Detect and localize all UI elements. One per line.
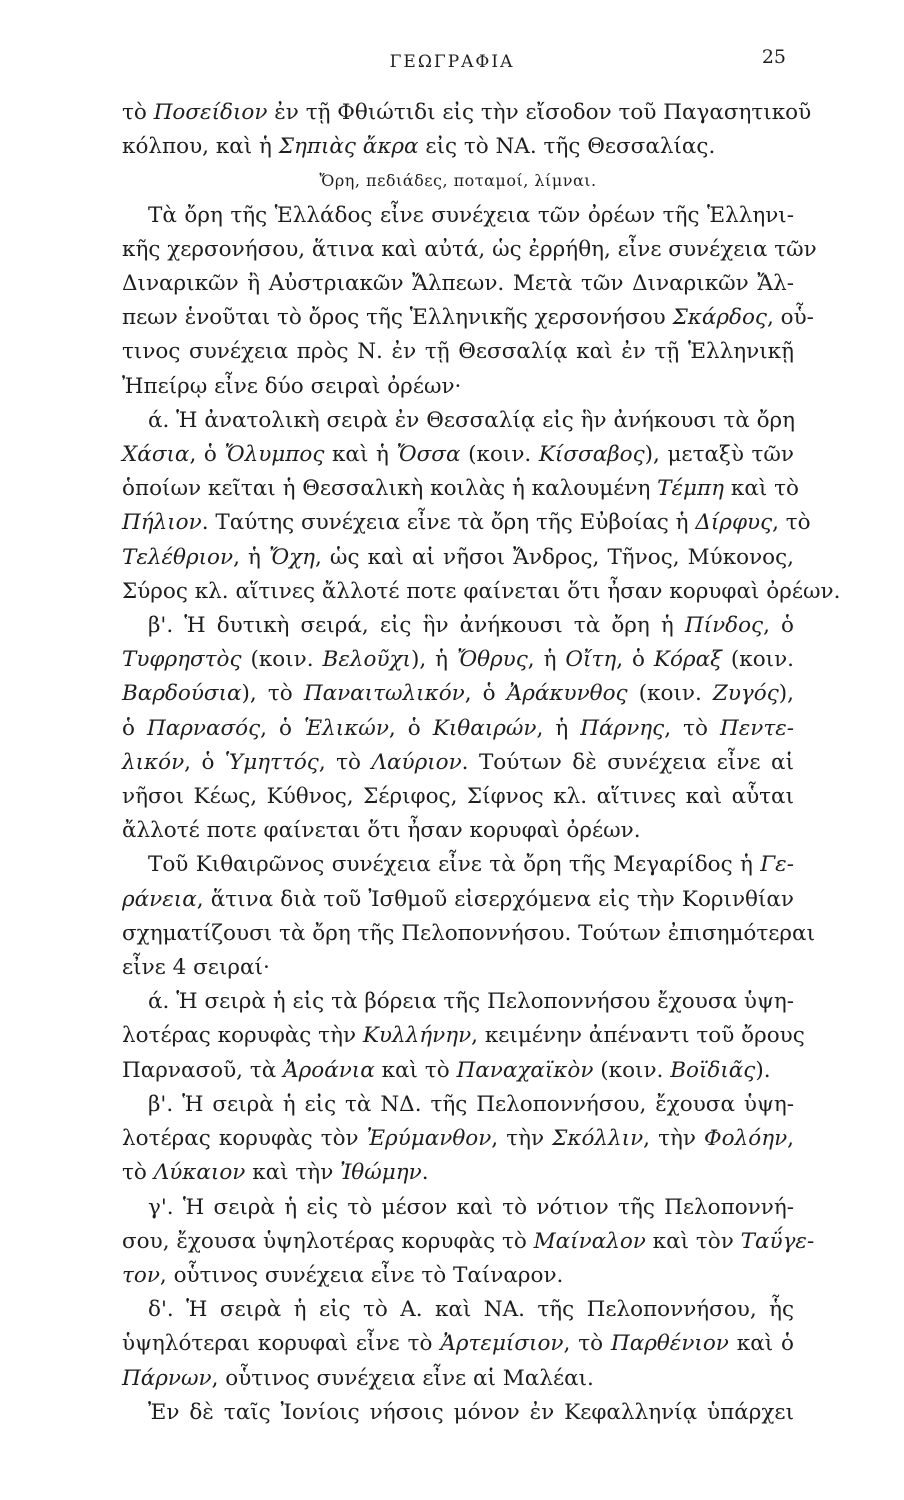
italic-term: Κίσσαβος [538, 442, 645, 468]
italic-term: Παρνασός [147, 715, 261, 741]
text-segment: καὶ τὸν [645, 1228, 741, 1254]
italic-term: Τυφρηστὸς [122, 647, 242, 673]
text-segment: , τὴν [643, 1126, 705, 1152]
text-line [122, 746, 794, 780]
text-segment: σου, ἔχουσα ὑψηλοτέρας κορυφὰς τὸ [122, 1228, 534, 1254]
text-segment: καὶ τὸ [724, 476, 799, 502]
text-segment: , ὁ [464, 681, 507, 707]
italic-term: Χάσια [122, 442, 190, 468]
text-segment: , τὸ [664, 715, 720, 741]
italic-term: Ὑμηττός [224, 749, 319, 775]
text-line [122, 1191, 794, 1225]
text-segment: , κειμένην ἀπέναντι τοῦ ὄρους [471, 1023, 805, 1049]
text-line [122, 301, 814, 335]
text-segment: εἰς τὸ ΝΑ. τῆς Θεσσαλίας. [418, 134, 716, 160]
italic-term: Κιθαιρών [432, 715, 537, 741]
text-line [122, 951, 794, 985]
text-line [122, 848, 794, 882]
text-segment: καὶ ὁ [728, 1331, 794, 1357]
italic-term: Ὄχη [268, 544, 316, 570]
text-line [122, 985, 794, 1019]
text-line [122, 1054, 794, 1088]
italic-term: Παρθένιον [610, 1331, 729, 1357]
text-segment: , ἡ [527, 647, 566, 673]
text-segment: ). [755, 1057, 771, 1083]
italic-term: Βοϊδιᾶς [670, 1057, 756, 1083]
text-line [122, 1088, 794, 1122]
text-line [122, 267, 794, 301]
italic-term: Παναχαϊκὸν [456, 1057, 594, 1083]
text-segment: (κοιν. [593, 1057, 671, 1083]
italic-term: τον [122, 1262, 160, 1288]
text-line [122, 199, 794, 233]
text-segment: , ἡ [233, 544, 269, 570]
text-segment: ὁ [122, 715, 147, 741]
italic-term: Τέμπη [657, 476, 725, 502]
text-segment: σχηματίζουσι τὰ ὄρη τῆς Πελοποννήσου. Τούτων ἐπισημότεραι [122, 920, 815, 946]
text-segment: Τοῦ Κιθαιρῶνος συνέχεια εἶνε τὰ ὄρη τῆς Μεγαρίδος ἡ [148, 852, 761, 878]
italic-term: Τελέθριον [122, 544, 234, 570]
text-segment: . Ταύτης συνέχεια εἶνε τὰ ὄρη τῆς Εὐβοίας ἡ [201, 510, 696, 536]
text-segment: , τὸ [318, 749, 372, 775]
italic-term: Βελοῦχι [322, 647, 411, 673]
text-segment: , ὡς καὶ αἱ νῆσοι Ἄνδρος, Τῆνος, Μύκονος, [315, 544, 794, 570]
italic-term: Σηπιὰς ἄκρα [278, 134, 419, 160]
running-head: ΓΕΩΓΡΑΦΙΑ [389, 52, 515, 72]
text-line [122, 780, 794, 814]
italic-term: Πήλιον [122, 510, 202, 536]
text-segment: Διναρικῶν ἢ Αὐστριακῶν Ἄλπεων. Μετὰ τῶν Διναρικῶν Ἄλ- [122, 271, 794, 297]
text-segment: Ἐν δὲ ταῖς Ἰονίοις νήσοις μόνον ἐν Κεφαλληνίᾳ ὑπάρχει [148, 1399, 794, 1425]
text-line [122, 1259, 794, 1293]
italic-term: Λαύριον [371, 749, 462, 775]
text-segment: δ'. Ἡ σειρὰ ἡ εἰς τὸ Α. καὶ ΝΑ. τῆς Πελοποννήσου, ἧς [148, 1297, 794, 1323]
text-segment: καὶ τὴν [245, 1160, 341, 1186]
italic-term: Ὄλυμπος [224, 442, 325, 468]
italic-term: Ὄθρυς [456, 647, 528, 673]
text-line [122, 1327, 794, 1361]
text-segment: γ'. Ἡ σειρὰ ἡ εἰς τὸ μέσον καὶ τὸ νότιον τῆς Πελοποννή- [148, 1194, 794, 1220]
text-segment: , τὴν [491, 1126, 553, 1152]
italic-term: Ἀράκυνθος [506, 681, 628, 707]
text-line [122, 814, 794, 848]
text-line [122, 1019, 805, 1053]
text-segment: εἶνε 4 σειραί· [122, 955, 270, 981]
text-segment: καὶ ἡ [324, 442, 397, 468]
italic-term: Ποσείδιον [153, 100, 268, 125]
text-segment: Σύρος κλ. αἵτινες ἄλλοτέ ποτε φαίνεται ὅτι ἦσαν κορυφαὶ ὀρέων. [122, 578, 841, 604]
italic-term: Πίνδος [684, 613, 764, 639]
text-line [122, 130, 794, 164]
italic-term: Ἀροάνια [283, 1057, 375, 1083]
text-line [122, 883, 794, 917]
text-segment: . Τούτων δὲ συνέχεια εἶνε αἱ [461, 749, 794, 775]
text-segment: , ὁ [388, 715, 433, 741]
text-segment: , τὸ [772, 510, 811, 536]
text-segment: κῆς χερσονήσου, ἅτινα καὶ αὐτά, ὡς ἐρρήθη, εἶνε συνέχεια τῶν [122, 236, 817, 262]
text-line [122, 677, 794, 711]
text-segment: τὸ [122, 1160, 154, 1186]
text-segment: ά. Ἡ σειρὰ ἡ εἰς τὰ βόρεια τῆς Πελοποννήσου ἔχουσα ὑψη- [148, 989, 794, 1015]
text-line [122, 438, 794, 472]
italic-term: Γε- [760, 852, 794, 878]
text-segment: λοτέρας κορυφὰς τὸν [122, 1126, 367, 1152]
text-segment: β'. Ἡ δυτικὴ σειρά, εἰς ἣν ἀνήκουσι τὰ ὄρη ἡ [148, 613, 685, 639]
text-segment: , οὗ- [766, 305, 814, 331]
text-segment: , [787, 1126, 794, 1152]
italic-term: Οἴτη [565, 647, 617, 673]
text-segment: (κοιν. [721, 647, 794, 673]
text-segment: (κοιν. [460, 442, 539, 468]
italic-term: Ἐρύμανθον [366, 1126, 492, 1152]
italic-term: Ὄσσα [396, 442, 461, 468]
text-segment: νῆσοι Κέως, Κύθνος, Σέριφος, Σίφνος κλ. αἵτινες καὶ αὗται [122, 784, 794, 810]
text-line [122, 506, 811, 540]
italic-term: Πάρνης [580, 715, 665, 741]
text-line [122, 917, 815, 951]
text-segment: λοτέρας κορυφὰς τὴν [122, 1023, 363, 1049]
text-line [122, 1396, 794, 1430]
text-segment: , ὁ [763, 613, 794, 639]
text-line [122, 370, 794, 404]
text-line [122, 96, 812, 130]
text-segment: τινος συνέχεια πρὸς Ν. ἐν τῇ Θεσσαλίᾳ καὶ ἐν τῇ Ἑλληνικῇ [122, 339, 794, 365]
italic-term: Βαρδούσια [122, 681, 242, 707]
text-segment: κόλπου, καὶ ἡ [122, 134, 279, 160]
text-segment: , ὁ [260, 715, 305, 741]
text-line [122, 335, 794, 369]
text-segment: Ὄρη, πεδιάδες, ποταμοί, λίμναι. [319, 171, 597, 191]
text-segment: Ἠπείρῳ εἶνε δύο σειραὶ ὀρέων· [122, 373, 462, 399]
italic-term: Παναιτωλικόν [303, 681, 465, 707]
text-line [122, 404, 794, 438]
italic-term: ράνεια [122, 886, 197, 912]
italic-term: Φολόην [704, 1126, 788, 1152]
italic-term: Κυλλήνην [362, 1023, 472, 1049]
text-segment: . [421, 1160, 429, 1186]
text-segment: , ἡ [536, 715, 581, 741]
text-segment: , ὁ [616, 647, 654, 673]
text-segment: Τὰ ὄρη τῆς Ἑλλάδος εἶνε συνέχεια τῶν ὀρέων τῆς Ἑλληνι- [148, 202, 794, 228]
text-line [122, 541, 794, 575]
text-segment: ὑψηλότεραι κορυφαὶ εἶνε τὸ [122, 1331, 441, 1357]
text-segment: (κοιν. [241, 647, 323, 673]
text-segment: ), ἡ [410, 647, 457, 673]
italic-term: Πεντε- [719, 715, 795, 741]
text-segment: , ὁ [184, 749, 225, 775]
text-line [122, 1293, 794, 1327]
italic-term: Μαίναλον [533, 1228, 646, 1254]
italic-term: Ἀρτεμίσιον [440, 1331, 564, 1357]
text-segment: , ὁ [189, 442, 225, 468]
text-segment: (κοιν. [627, 681, 713, 707]
text-segment: ), [778, 681, 794, 707]
text-segment: , οὗτινος συνέχεια εἶνε τὸ Ταίναρον. [159, 1262, 564, 1288]
italic-term: Δίρφυς [695, 510, 773, 536]
section-heading [122, 164, 794, 198]
italic-term: Κόραξ [653, 647, 722, 673]
text-segment: , τὸ [563, 1331, 611, 1357]
text-line [122, 575, 841, 609]
italic-term: Λύκαιον [153, 1160, 246, 1186]
text-segment: ἄλλοτέ ποτε φαίνεται ὅτι ἦσαν κορυφαὶ ὀρέων. [122, 818, 641, 844]
text-line [122, 712, 794, 746]
text-segment: , οὗτινος συνέχεια εἶνε αἱ Μαλέαι. [211, 1365, 594, 1391]
italic-term: Σκόλλιν [552, 1126, 644, 1152]
page-number: 25 [761, 46, 786, 68]
text-segment: Παρνασοῦ, τὰ [122, 1057, 284, 1083]
italic-term: Πάρνων [122, 1365, 212, 1391]
text-line [122, 472, 799, 506]
text-segment: ), μεταξὺ τῶν [644, 442, 794, 468]
text-line [122, 609, 794, 643]
text-line [122, 1225, 815, 1259]
text-segment: ), τὸ [241, 681, 304, 707]
text-segment: ἐν τῇ Φθιώτιδι εἰς τὴν εἴσοδον τοῦ Παγασητικοῦ [267, 100, 812, 125]
italic-term: Ἑλικών [304, 715, 389, 741]
text-line [122, 233, 817, 267]
italic-term: Σκάρδος [672, 305, 767, 331]
body-text [122, 96, 841, 1430]
text-segment: , ἅτινα διὰ τοῦ Ἰσθμοῦ εἰσερχόμενα εἰς τὴν Κορινθίαν [196, 886, 794, 912]
text-segment: ὁποίων κεῖται ἡ Θεσσαλικὴ κοιλὰς ἡ καλουμένη [122, 476, 658, 502]
italic-term: Ζυγός [712, 681, 779, 707]
text-segment: τὸ [122, 100, 154, 125]
italic-term: Ἰθώμην [340, 1160, 422, 1186]
text-segment: καὶ τὸ [374, 1057, 457, 1083]
text-segment: β'. Ἡ σειρὰ ἡ εἰς τὰ ΝΔ. τῆς Πελοποννήσου, ἔχουσα ὑψη- [148, 1091, 794, 1117]
text-line [122, 1122, 794, 1156]
text-line [122, 1156, 794, 1190]
text-segment: πεων ἑνοῦται τὸ ὄρος τῆς Ἑλληνικῆς χερσονήσου [122, 305, 673, 331]
text-line [122, 1362, 794, 1396]
text-line [122, 643, 794, 677]
italic-term: Ταΰγε- [740, 1228, 815, 1254]
italic-term: λικόν [122, 749, 185, 775]
text-segment: ά. Ἡ ἀνατολικὴ σειρὰ ἐν Θεσσαλίᾳ εἰς ἣν ἀνήκουσι τὰ ὄρη [148, 407, 796, 433]
